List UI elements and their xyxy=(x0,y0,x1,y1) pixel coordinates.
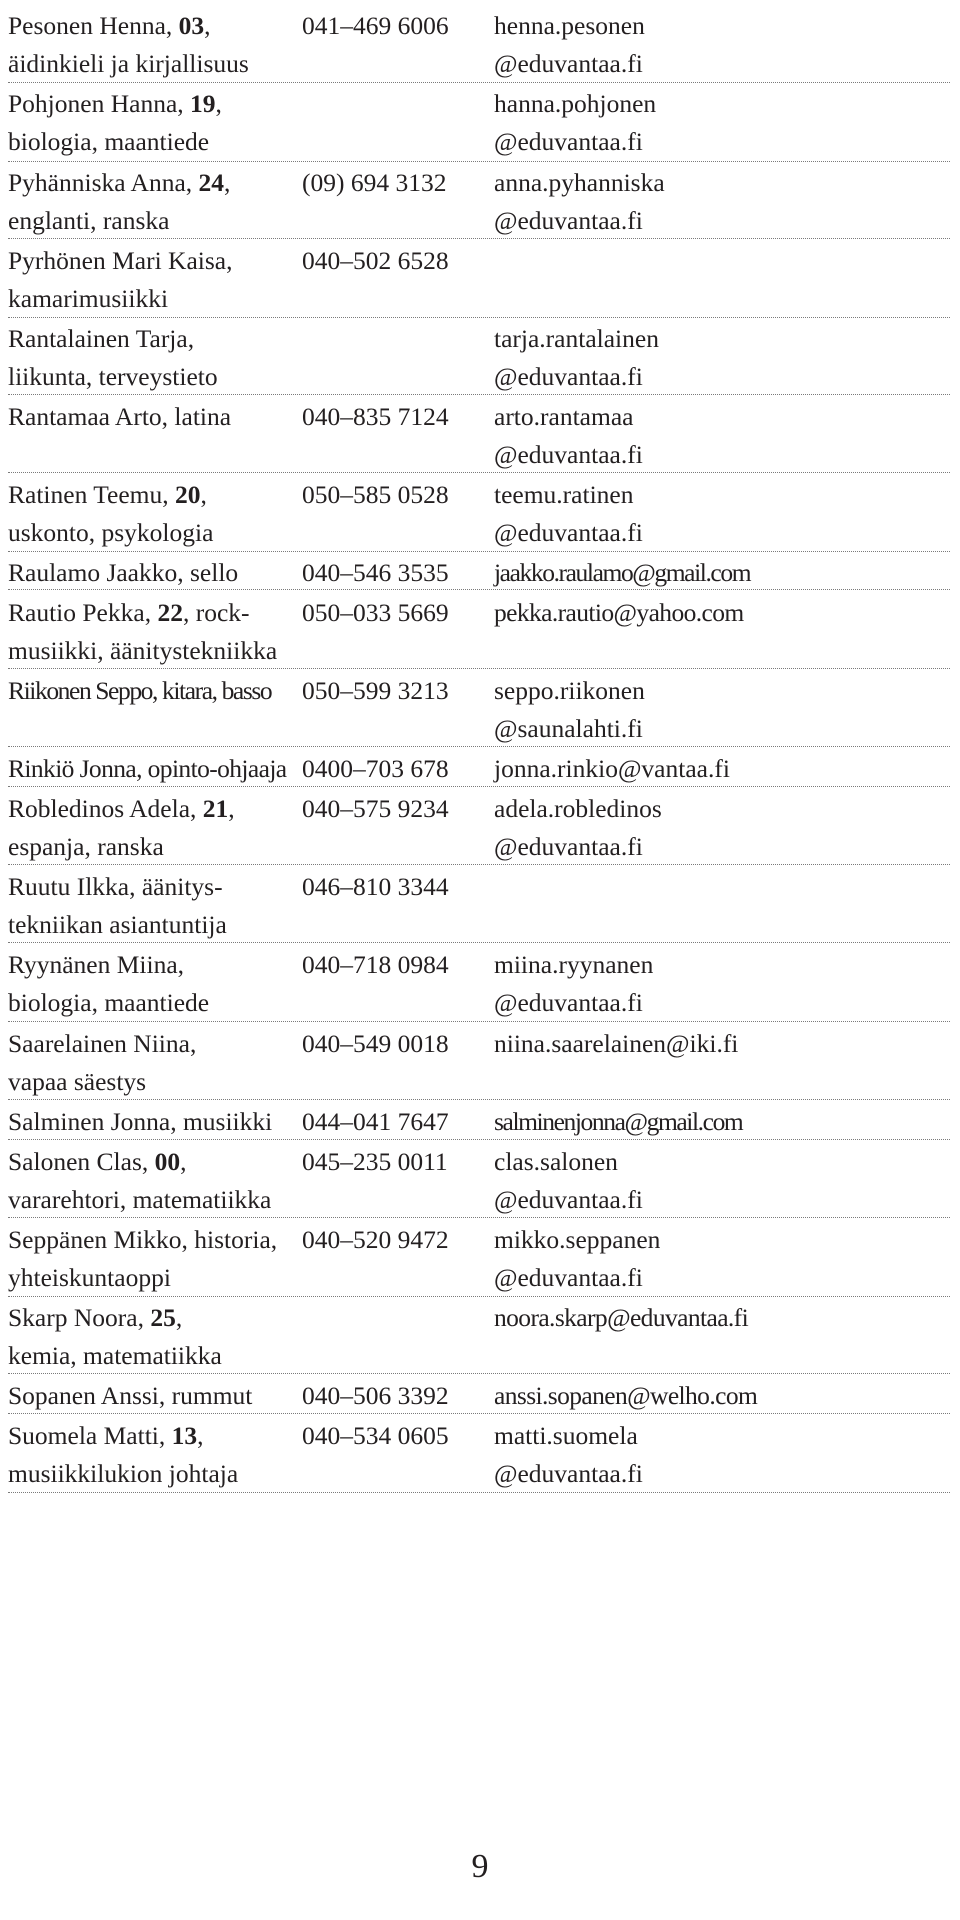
directory-entry xyxy=(8,1143,950,1218)
entry-phone: 040–502 6528 xyxy=(302,246,449,275)
entry-email[interactable]: niina.saarelainen@iki.fi xyxy=(494,1029,739,1058)
entry-email[interactable]: henna.pesonen @eduvantaa.fi xyxy=(494,11,645,78)
entry-name: Skarp Noora, 25, kemia, matematiikka xyxy=(8,1303,222,1370)
directory-entry xyxy=(8,594,950,669)
page-number: 9 xyxy=(471,1848,489,1885)
entry-email[interactable]: anna.pyhanniska @eduvantaa.fi xyxy=(494,168,665,235)
directory-entry xyxy=(8,750,950,787)
entry-phone: 050–599 3213 xyxy=(302,676,449,705)
entry-name: Ruutu Ilkka, äänitys- tekniikan asiantuntija xyxy=(8,872,227,939)
entry-email[interactable]: pekka.rautio@yahoo.com xyxy=(494,598,744,627)
directory-entry xyxy=(8,398,950,473)
entry-name: Rantamaa Arto, latina xyxy=(8,402,232,431)
entry-email[interactable]: tarja.rantalainen @eduvantaa.fi xyxy=(494,324,659,391)
entry-name: Seppänen Mikko, historia, yhteiskuntaoppi xyxy=(8,1225,278,1292)
entry-name: Salonen Clas, 00, vararehtori, matematiikka xyxy=(8,1147,272,1214)
room-number: 22 xyxy=(157,598,183,627)
entry-name: Rautio Pekka, 22, rock- musiikki, äänitystekniikka xyxy=(8,598,278,665)
directory-entry xyxy=(8,554,950,590)
room-number: 25 xyxy=(150,1303,176,1332)
entry-email[interactable]: hanna.pohjonen @eduvantaa.fi xyxy=(494,89,657,156)
entry-name: Ratinen Teemu, 20, uskonto, psykologia xyxy=(8,480,214,547)
entry-name: Pesonen Henna, 03, äidinkieli ja kirjallisuus xyxy=(8,11,249,78)
entry-name: Riikonen Seppo, kitara, basso xyxy=(8,676,272,705)
directory-entry xyxy=(8,946,950,1022)
directory-entry xyxy=(8,85,950,162)
entry-email[interactable]: matti.suomela @eduvantaa.fi xyxy=(494,1421,643,1488)
entry-phone: 040–534 0605 xyxy=(302,1421,449,1450)
entry-name: Pyrhönen Mari Kaisa, kamarimusiikki xyxy=(8,246,233,313)
entry-name: Pyhänniska Anna, 24, englanti, ranska xyxy=(8,168,231,235)
entry-phone: 0400–703 678 xyxy=(302,754,449,783)
directory-entry xyxy=(8,476,950,552)
entry-email[interactable]: mikko.seppanen @eduvantaa.fi xyxy=(494,1225,661,1292)
directory-entry xyxy=(8,164,950,239)
entry-name: Robledinos Adela, 21, espanja, ranska xyxy=(8,794,235,861)
entry-name: Suomela Matti, 13, musiikkilukion johtaja xyxy=(8,1421,239,1488)
entry-phone: 040–835 7124 xyxy=(302,402,449,431)
entry-name: Raulamo Jaakko, sello xyxy=(8,558,239,587)
entry-email[interactable]: anssi.sopanen@welho.com xyxy=(494,1381,758,1410)
entry-phone: 046–810 3344 xyxy=(302,872,449,901)
entry-name: Pohjonen Hanna, 19, biologia, maantiede xyxy=(8,89,222,156)
room-number: 20 xyxy=(175,480,201,509)
room-number: 24 xyxy=(198,168,225,197)
entry-name: Sopanen Anssi, rummut xyxy=(8,1381,253,1410)
entry-phone: 040–718 0984 xyxy=(302,950,449,979)
entry-name: Saarelainen Niina, vapaa säestys xyxy=(8,1029,197,1096)
entry-email[interactable]: noora.skarp@eduvantaa.fi xyxy=(494,1303,749,1332)
entry-email[interactable]: arto.rantamaa @eduvantaa.fi xyxy=(494,402,643,469)
directory-entry xyxy=(8,1025,950,1100)
entry-phone: 041–469 6006 xyxy=(302,11,449,40)
directory-entry xyxy=(8,1221,950,1297)
entry-phone: (09) 694 3132 xyxy=(302,168,447,197)
entry-email[interactable]: miina.ryynanen @eduvantaa.fi xyxy=(494,950,654,1017)
entry-phone: 040–549 0018 xyxy=(302,1029,449,1058)
room-number: 03 xyxy=(178,11,205,40)
entry-email[interactable]: seppo.riikonen @saunalahti.fi xyxy=(494,676,645,743)
directory-entry xyxy=(8,7,950,83)
entry-name: Rinkiö Jonna, opinto-ohjaaja xyxy=(8,754,287,783)
entry-name: Rantalainen Tarja, liikunta, terveystieto xyxy=(8,324,218,391)
entry-email[interactable]: jaakko.raulamo@gmail.com xyxy=(494,558,751,587)
entry-phone: 050–585 0528 xyxy=(302,480,449,509)
entry-name: Salminen Jonna, musiikki xyxy=(8,1107,273,1136)
directory-entry xyxy=(8,868,950,943)
entry-email[interactable]: salminenjonna@gmail.com xyxy=(494,1107,743,1136)
room-number: 13 xyxy=(171,1421,198,1450)
entry-phone: 040–575 9234 xyxy=(302,794,449,823)
room-number: 21 xyxy=(202,794,229,823)
directory-entry xyxy=(8,1299,950,1374)
directory-entry xyxy=(8,242,950,318)
directory-entry xyxy=(8,1417,950,1493)
entry-email[interactable]: clas.salonen @eduvantaa.fi xyxy=(494,1147,643,1214)
room-number: 00 xyxy=(154,1147,181,1176)
directory-entry xyxy=(8,320,950,395)
entry-phone: 050–033 5669 xyxy=(302,598,449,627)
directory-entry xyxy=(8,790,950,865)
room-number: 19 xyxy=(190,89,216,118)
entry-phone: 040–546 3535 xyxy=(302,558,449,587)
directory-entry xyxy=(8,1103,950,1140)
directory-entry xyxy=(8,1377,950,1414)
entry-phone: 044–041 7647 xyxy=(302,1107,449,1136)
entry-phone: 040–520 9472 xyxy=(302,1225,449,1254)
entry-phone: 045–235 0011 xyxy=(302,1147,448,1176)
directory-entry xyxy=(8,672,950,747)
entry-name: Ryynänen Miina, biologia, maantiede xyxy=(8,950,210,1017)
entry-email[interactable]: adela.robledinos @eduvantaa.fi xyxy=(494,794,662,861)
entry-email[interactable]: teemu.ratinen @eduvantaa.fi xyxy=(494,480,643,547)
entry-email[interactable]: jonna.rinkio@vantaa.fi xyxy=(494,754,730,783)
entry-phone: 040–506 3392 xyxy=(302,1381,449,1410)
